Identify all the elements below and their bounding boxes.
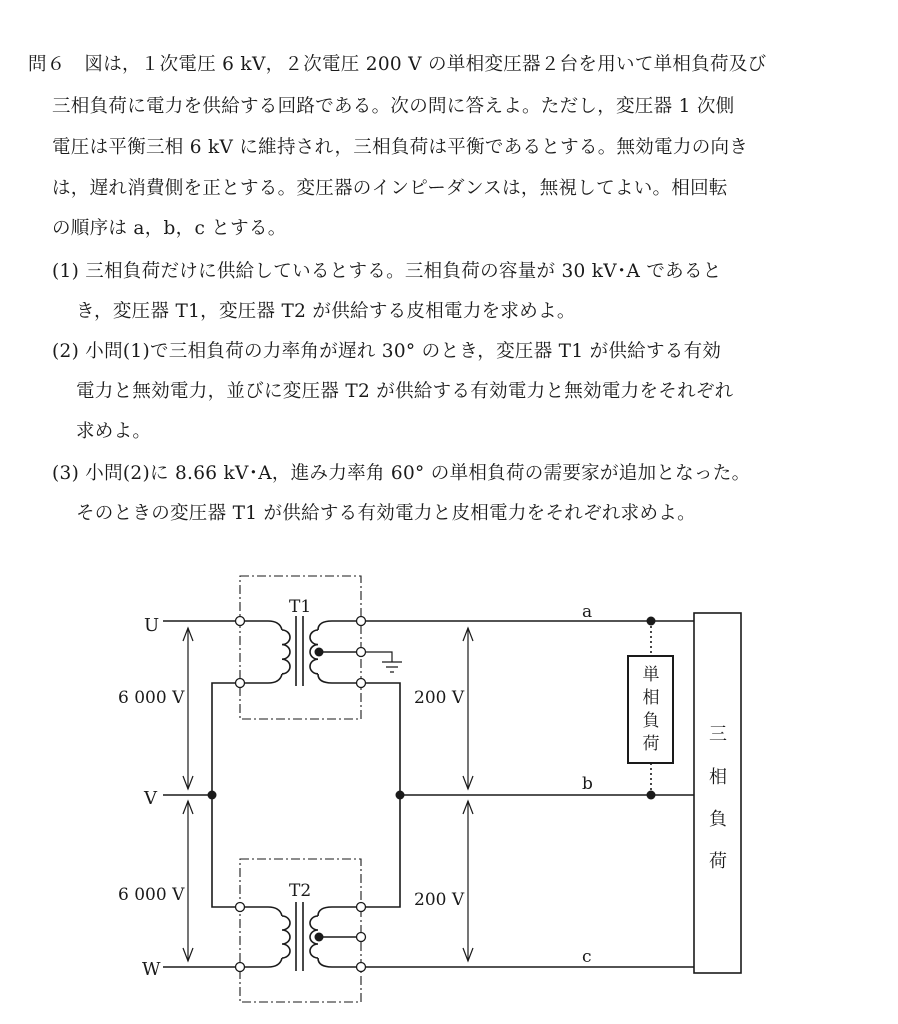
question-line-1: 問６ 図は，１次電圧 6 kV，２次電圧 200 V の単相変圧器２台を用いて単相負荷及び <box>28 54 767 75</box>
line-a-label: a <box>582 602 593 622</box>
t1-primary-leads <box>240 621 282 683</box>
single-load-char-3: 負 <box>642 711 660 731</box>
three-load-char-4: 荷 <box>709 851 727 872</box>
primary-voltage-arrow-upper <box>183 628 193 789</box>
subquestion-1-line-2: き，変圧器 T1，変圧器 T2 が供給する皮相電力を求めよ。 <box>76 301 576 322</box>
terminal-u-label: U <box>144 615 160 636</box>
subquestion-2-line-3: 求めよ。 <box>76 421 152 442</box>
subquestion-2-line-1: (2) 小問(1)で三相負荷の力率角が遅れ 30° のとき，変圧器 T1 が供給する有効 <box>52 341 722 362</box>
question-line-3: 電圧は平衡三相 6 kV に維持され，三相負荷は平衡であるとする。無効電力の向き <box>52 137 749 158</box>
v-junction <box>208 791 217 800</box>
subquestion-3-line-2: そのときの変圧器 T1 が供給する有効電力と皮相電力をそれぞれ求めよ。 <box>76 503 696 524</box>
secondary-bus <box>361 683 400 907</box>
subquestion-2-line-2: 電力と無効電力，並びに変圧器 T2 が供給する有効電力と無効電力をそれぞれ <box>76 381 734 402</box>
single-load-node-a <box>647 617 656 626</box>
t1-primary-coil <box>282 630 290 674</box>
secondary-voltage-label-lower: 200 V <box>414 890 465 910</box>
three-phase-load-box <box>694 613 741 973</box>
subquestion-1-line-1: (1) 三相負荷だけに供給しているとする。三相負荷の容量が 30 kV･A であると <box>52 261 722 282</box>
secondary-voltage-label-upper: 200 V <box>414 688 465 708</box>
terminal-v-label: V <box>144 788 157 809</box>
ground-symbol <box>361 652 402 672</box>
t2-primary-leads <box>240 907 282 967</box>
single-load-char-4: 荷 <box>642 734 660 754</box>
t1-center-tap <box>315 648 324 657</box>
line-c-label: c <box>582 947 592 967</box>
three-load-char-3: 負 <box>709 809 727 830</box>
line-b-label: b <box>582 774 593 794</box>
subquestion-3-line-1: (3) 小問(2)に 8.66 kV･A，進み力率角 60° の単相負荷の需要家が追加となった。 <box>52 463 751 484</box>
three-load-char-1: 三 <box>709 724 727 745</box>
secondary-voltage-arrow-upper <box>463 628 473 789</box>
t2-label: T2 <box>289 881 312 901</box>
primary-voltage-arrow-lower <box>183 801 193 961</box>
primary-voltage-label-lower: 6 000 V <box>118 885 185 905</box>
single-load-node-b <box>647 791 656 800</box>
terminal-circles <box>236 617 366 972</box>
three-load-char-2: 相 <box>709 767 727 788</box>
question-line-5: の順序は a，b，c とする。 <box>52 218 287 239</box>
t1-secondary-leads <box>318 621 361 683</box>
primary-voltage-label-upper: 6 000 V <box>118 688 185 708</box>
secondary-voltage-arrow-lower <box>463 801 473 961</box>
t2-secondary-leads <box>318 907 361 967</box>
terminal-w-label: W <box>142 959 161 980</box>
t2-center-tap <box>315 933 324 942</box>
single-load-char-2: 相 <box>642 688 660 708</box>
b-junction <box>396 791 405 800</box>
t1-label: T1 <box>289 597 312 617</box>
question-line-4: は，遅れ消費側を正とする。変圧器のインピーダンスは，無視してよい。相回転 <box>52 178 728 199</box>
single-load-char-1: 単 <box>642 665 660 685</box>
question-line-2: 三相負荷に電力を供給する回路である。次の問に答えよ。ただし，変圧器 1 次側 <box>52 96 735 117</box>
t2-primary-coil <box>282 916 290 958</box>
